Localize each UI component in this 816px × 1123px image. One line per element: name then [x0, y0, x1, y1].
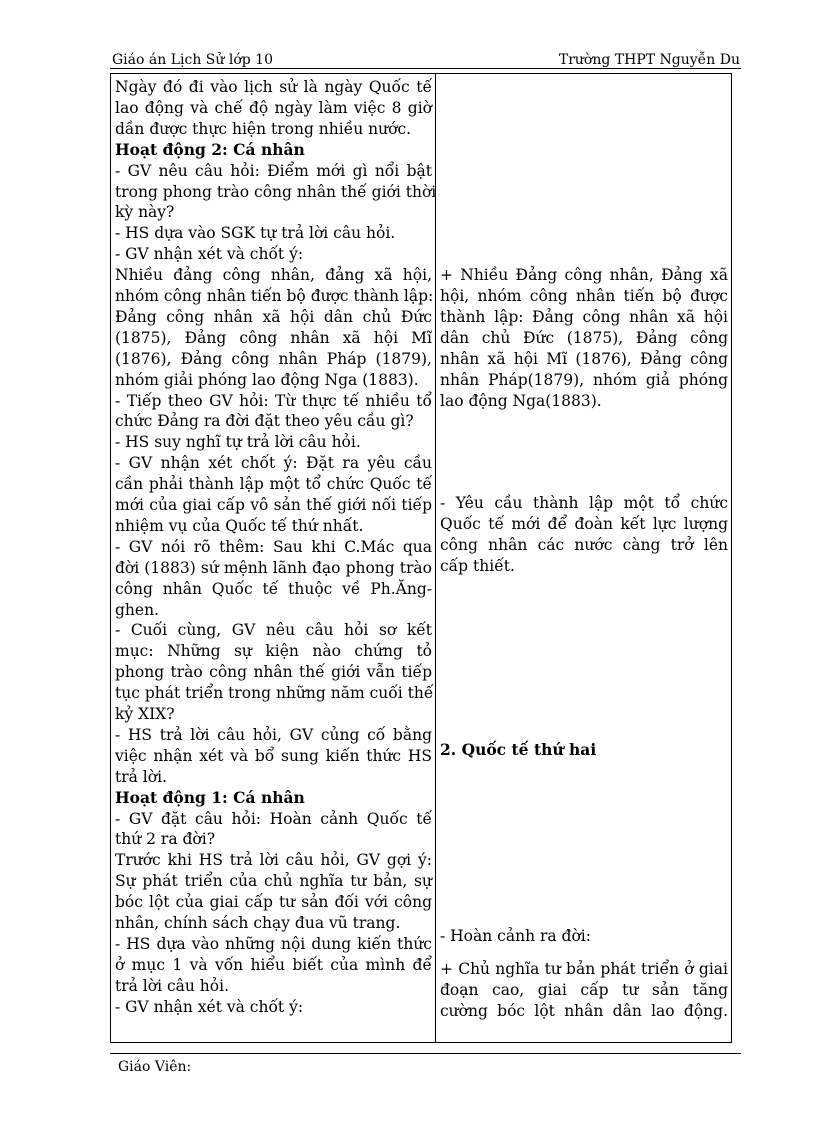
activity-line: tục phát triển trong những năm cuối thế: [115, 684, 434, 703]
activity-line: Trước khi HS trả lời câu hỏi, GV gợi ý:: [115, 851, 432, 870]
activity-line: trả lời.: [115, 767, 167, 786]
activity-line: - HS dựa vào những nội dung kiến thức: [115, 934, 432, 953]
content-line: thành lập: Đảng công nhân xã hội: [440, 307, 728, 326]
activity-line: phong trào công nhân thế giới vẫn tiếp: [115, 663, 432, 682]
activity-line: cần phải thành lập một tổ chức Quốc tế: [115, 475, 432, 494]
activity-line: mới của giai cấp vô sản thế giới nối tiếp: [115, 496, 432, 514]
activity-line: ghen.: [115, 600, 159, 619]
activity-line: kỷ XIX?: [115, 705, 175, 723]
activity-line: lao động và chế độ ngày làm việc 8 giờ: [115, 98, 432, 117]
content-line: lao động Nga(1883).: [440, 391, 602, 410]
activity-line: - GV nói rõ thêm: Sau khi C.Mác qua: [115, 537, 432, 556]
activity-line: thứ 2 ra đời?: [115, 830, 216, 849]
lesson-table: [110, 73, 732, 1043]
footer-teacher-label: Giáo Viên:: [118, 1059, 192, 1075]
header-school: Trường THPT Nguyễn Du: [558, 52, 740, 68]
activity-line: - HS dựa vào SGK tự trả lời câu hỏi.: [115, 224, 396, 243]
activity-line: - GV đặt câu hỏi: Hoàn cảnh Quốc tế: [115, 809, 432, 828]
activity-line: Đảng công nhân xã hội dân chủ Đức: [115, 307, 432, 326]
content-line: nhân Pháp(1879), nhóm giả phóng: [440, 370, 728, 389]
content-line: cấp thiết.: [440, 556, 515, 575]
content-line: 2. Quốc tế thứ hai: [440, 739, 597, 759]
content-line: dân chủ Đức (1875), Đảng công: [440, 328, 728, 347]
activity-line: trong phong trào công nhân thế giới thời: [115, 182, 437, 201]
content-line: nhân xã hội Mĩ (1876), Đảng công: [440, 349, 728, 368]
activity-line: dần được thực hiện trong nhiều nước.: [115, 119, 412, 138]
content-line: Quốc tế mới để đoàn kết lực lượng: [440, 514, 728, 533]
activity-line: bóc lột của giai cấp tư sản đối với công: [115, 893, 432, 912]
activity-line: nhân, chính sách chạy đua vũ trang.: [115, 914, 401, 932]
activity-line: kỳ này?: [115, 203, 175, 222]
activity-line: công nhân Quốc tế thuộc về Ph.Ăng-: [115, 579, 432, 598]
content-line: - Hoàn cảnh ra đời:: [440, 926, 591, 945]
activity-line: Hoạt động 2: Cá nhân: [115, 139, 305, 159]
activity-line: - Cuối cùng, GV nêu câu hỏi sơ kết: [115, 621, 432, 640]
activity-line: đời (1883) sứ mệnh lãnh đạo phong trào: [115, 558, 432, 577]
content-line: đoạn cao, giai cấp tư sản tăng: [440, 980, 728, 999]
header-subject: Giáo án Lịch Sử lớp 10: [112, 52, 273, 68]
activity-line: Hoạt động 1: Cá nhân: [115, 787, 305, 807]
content-line: hội, nhóm công nhân tiến bộ được: [440, 287, 728, 305]
knowledge-content-column: [436, 74, 731, 1042]
content-line: cường bóc lột nhân dân lao động.: [440, 1001, 728, 1020]
activity-line: Nhiều đảng công nhân, đảng xã hội,: [115, 266, 432, 285]
activity-line: - GV nêu câu hỏi: Điểm mới gì nổi bật: [115, 161, 432, 180]
activity-line: việc nhận xét và bổ sung kiến thức HS: [115, 746, 432, 765]
activity-line: - GV nhận xét chốt ý: Đặt ra yêu cầu: [115, 454, 432, 473]
activity-line: chức Đảng ra đời đặt theo yêu cầu gì?: [115, 412, 414, 431]
activity-line: - GV nhận xét và chốt ý:: [115, 245, 304, 264]
activity-line: nhiệm vụ của Quốc tế thứ nhất.: [115, 516, 364, 535]
content-line: công nhân các nước càng trở lên: [440, 535, 728, 554]
content-line: + Chủ nghĩa tư bản phát triển ở giai: [440, 959, 728, 978]
activity-line: - GV nhận xét và chốt ý:: [115, 997, 304, 1016]
content-line: + Nhiều Đảng công nhân, Đảng xã: [440, 266, 728, 285]
activity-line: (1875), Đảng công nhân xã hội Mĩ: [115, 328, 432, 347]
teacher-student-activities-column: [111, 74, 436, 1042]
activity-line: - HS suy nghĩ tự trả lời câu hỏi.: [115, 433, 361, 452]
activity-line: (1876), Đảng công nhân Pháp (1879),: [115, 349, 432, 368]
content-line: - Yêu cầu thành lập một tổ chức: [440, 493, 728, 512]
page-header: [112, 46, 740, 68]
activity-line: Sự phát triển của chủ nghĩa tư bản, sự: [115, 872, 432, 891]
activity-line: trả lời câu hỏi.: [115, 976, 230, 995]
activity-line: Ngày đó đi vào lịch sử là ngày Quốc tế: [115, 78, 432, 96]
footer-divider: [110, 1053, 741, 1054]
activity-line: - Tiếp theo GV hỏi: Từ thực tế nhiều tổ: [115, 391, 432, 410]
activity-line: nhóm công nhân tiến bộ được thành lập:: [115, 287, 434, 305]
header-divider: [110, 68, 741, 69]
activity-line: - HS trả lời câu hỏi, GV củng cố bằng: [115, 725, 432, 744]
activity-line: ở mục 1 và vốn hiểu biết của mình để: [115, 955, 432, 974]
activity-line: mục: Những sự kiện nào chứng tỏ: [115, 642, 432, 661]
activity-line: nhóm giải phóng lao động Nga (1883).: [115, 370, 419, 389]
